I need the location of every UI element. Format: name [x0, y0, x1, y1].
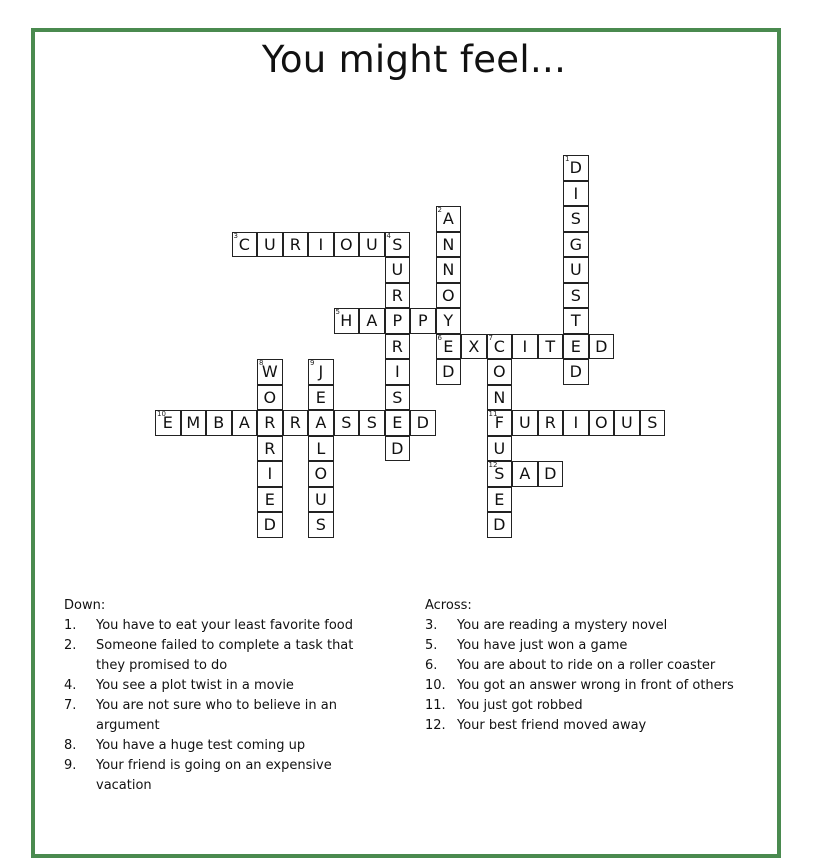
grid-cell[interactable] [487, 487, 513, 513]
clue-text: You have to eat your least favorite food [96, 618, 353, 633]
grid-cell[interactable] [359, 308, 385, 334]
cell-letter: E [570, 336, 581, 356]
cell-letter: I [318, 234, 324, 254]
down-clue [64, 616, 364, 636]
grid-cell[interactable] [385, 257, 411, 283]
cell-letter: S [366, 413, 377, 432]
cell-number: 1 [565, 155, 570, 163]
down-clue [64, 676, 364, 696]
grid-cell[interactable] [385, 283, 411, 309]
across-clue [425, 716, 765, 736]
cell-number: 6 [437, 333, 442, 342]
cell-letter: I [573, 183, 579, 203]
clue-text: You got an answer wrong in front of others [457, 678, 734, 693]
grid-cell[interactable] [308, 232, 334, 258]
grid-cell[interactable] [589, 410, 615, 436]
grid-cell[interactable] [538, 334, 564, 360]
clue-text: Your best friend moved away [457, 718, 647, 733]
grid-cell[interactable] [538, 461, 564, 487]
cell-number: 8 [259, 359, 264, 367]
cell-letter: P [392, 311, 403, 330]
cell-letter: U [620, 413, 633, 432]
clue-text: You have a huge test coming up [96, 738, 306, 753]
clue-number: 3. [425, 618, 438, 633]
grid-cell[interactable] [563, 181, 589, 207]
grid-cell[interactable] [257, 359, 283, 385]
cell-letter: H [340, 311, 353, 330]
grid-cell[interactable] [308, 487, 334, 513]
grid-cell[interactable] [257, 461, 283, 487]
cell-number: 7 [488, 333, 493, 342]
down-clues [64, 596, 364, 796]
grid-cell[interactable] [257, 487, 283, 513]
grid-cell[interactable] [385, 410, 411, 436]
grid-cell[interactable] [232, 410, 258, 436]
grid-cell[interactable] [436, 257, 462, 283]
clue-number: 4. [64, 678, 77, 693]
across-clue [425, 656, 765, 676]
cell-letter: R [391, 285, 403, 305]
cell-letter: B [213, 413, 225, 432]
cell-letter: L [316, 438, 326, 458]
grid-cell[interactable] [308, 359, 334, 385]
grid-cell[interactable] [512, 334, 538, 360]
cell-letter: A [238, 413, 250, 432]
grid-cell[interactable] [436, 206, 462, 232]
cell-letter: Y [443, 311, 454, 330]
cell-letter: I [394, 362, 400, 381]
grid-cell[interactable] [232, 232, 258, 258]
cell-letter: I [267, 464, 273, 483]
clue-number: 1. [64, 618, 77, 633]
cell-letter: S [315, 515, 326, 534]
across-clues [425, 596, 765, 736]
cell-letter: D [263, 515, 276, 534]
cell-letter: D [493, 515, 506, 534]
grid-cell[interactable] [487, 334, 513, 360]
grid-cell[interactable] [487, 410, 513, 436]
grid-cell[interactable] [257, 385, 283, 411]
cell-letter: E [315, 387, 326, 407]
grid-cell[interactable] [385, 334, 411, 360]
cell-letter: D [569, 158, 582, 177]
clue-text: Your friend is going on an expensive vacation [96, 758, 332, 793]
grid-cell[interactable] [206, 410, 232, 436]
cell-letter: U [391, 260, 404, 279]
cell-letter: U [365, 234, 378, 254]
grid-cell[interactable] [257, 232, 283, 258]
cell-number: 2 [437, 206, 442, 214]
down-clue [64, 736, 364, 756]
cell-letter: O [493, 362, 506, 381]
cell-letter: O [263, 387, 277, 407]
cell-letter: S [647, 413, 658, 432]
cell-letter: D [544, 464, 557, 483]
grid-cell[interactable] [257, 410, 283, 436]
cell-letter: D [416, 413, 429, 432]
grid-cell[interactable] [563, 359, 589, 385]
cell-letter: T [570, 311, 581, 330]
cell-letter: A [519, 464, 531, 483]
cell-letter: A [315, 413, 327, 432]
grid-cell[interactable] [589, 334, 615, 360]
grid-cell[interactable] [181, 410, 207, 436]
grid-cell[interactable] [487, 385, 513, 411]
cell-letter: A [366, 311, 378, 330]
grid-cell[interactable] [487, 436, 513, 462]
cell-letter: I [573, 413, 579, 432]
clue-number: 11. [425, 698, 446, 713]
across-clue [425, 636, 765, 656]
grid-cell[interactable] [308, 410, 334, 436]
cell-letter: G [569, 234, 582, 254]
grid-cell[interactable] [257, 436, 283, 462]
clue-number: 6. [425, 658, 438, 673]
cell-number: 5 [335, 308, 340, 316]
cell-letter: J [318, 362, 324, 381]
grid-cell[interactable] [359, 410, 385, 436]
cell-letter: C [493, 336, 505, 356]
cell-letter: E [162, 413, 173, 432]
grid-cell[interactable] [563, 283, 589, 309]
across-clue [425, 616, 765, 636]
down-clue [64, 636, 364, 676]
grid-cell[interactable] [563, 410, 589, 436]
cell-letter: E [443, 336, 454, 356]
grid-cell[interactable] [461, 334, 487, 360]
cell-letter: T [545, 336, 556, 356]
cell-letter: N [442, 260, 455, 279]
grid-cell[interactable] [334, 308, 360, 334]
cell-letter: N [442, 234, 455, 254]
grid-cell[interactable] [487, 359, 513, 385]
grid-cell[interactable] [257, 512, 283, 538]
cell-number: 12 [488, 461, 498, 469]
cell-letter: U [263, 234, 276, 254]
clue-number: 9. [64, 758, 77, 773]
cell-letter: R [264, 438, 276, 458]
cell-number: 11 [488, 410, 498, 418]
clue-text: You are about to ride on a roller coaster [457, 658, 716, 673]
cell-letter: D [569, 362, 582, 381]
cell-letter: I [522, 336, 528, 356]
clue-number: 12. [425, 718, 446, 733]
grid-cell[interactable] [563, 206, 589, 232]
across-clue [425, 696, 765, 716]
cell-letter: O [340, 234, 353, 254]
cell-letter: N [493, 387, 506, 407]
grid-cell[interactable] [563, 155, 589, 181]
clue-text: You are not sure who to believe in an argument [96, 698, 337, 733]
cell-letter: E [264, 489, 275, 509]
grid-cell[interactable] [512, 410, 538, 436]
cell-letter: D [595, 336, 608, 356]
grid-cell[interactable] [563, 257, 589, 283]
grid-cell[interactable] [385, 385, 411, 411]
grid-cell[interactable] [385, 359, 411, 385]
clue-text: You have just won a game [457, 638, 628, 653]
cell-letter: C [238, 234, 250, 254]
cell-letter: R [289, 234, 301, 254]
cell-letter: D [391, 438, 404, 458]
clue-number: 5. [425, 638, 438, 653]
cell-letter: S [570, 285, 581, 305]
clue-text: You just got robbed [457, 698, 583, 713]
clue-number: 2. [64, 638, 77, 653]
cell-number: 10 [157, 410, 166, 418]
cell-letter: E [392, 413, 403, 432]
cell-letter: U [569, 260, 582, 279]
grid-cell[interactable] [385, 308, 411, 334]
cell-letter: S [392, 234, 403, 254]
grid-cell[interactable] [487, 461, 513, 487]
clue-number: 8. [64, 738, 77, 753]
cell-letter: R [391, 336, 403, 356]
cell-letter: R [544, 413, 556, 432]
grid-cell[interactable] [487, 512, 513, 538]
grid-cell[interactable] [563, 232, 589, 258]
cell-letter: O [314, 464, 328, 483]
clue-text: Someone failed to complete a task that they promised to do [96, 638, 354, 673]
grid-cell[interactable] [334, 410, 360, 436]
clue-number: 7. [64, 698, 77, 713]
grid-cell[interactable] [436, 359, 462, 385]
grid-cell[interactable] [155, 410, 181, 436]
grid-cell[interactable] [385, 232, 411, 258]
grid-cell[interactable] [538, 410, 564, 436]
cell-letter: U [518, 413, 531, 432]
cell-letter: P [417, 311, 428, 330]
grid-cell[interactable] [359, 232, 385, 258]
grid-cell[interactable] [283, 410, 309, 436]
clue-text: You are reading a mystery novel [457, 618, 668, 633]
cell-letter: S [341, 413, 352, 432]
across-heading: Across: [425, 598, 472, 613]
down-clue [64, 696, 364, 736]
cell-letter: M [186, 413, 201, 432]
cell-letter: F [494, 413, 504, 432]
cell-letter: U [493, 438, 506, 458]
grid-cell[interactable] [436, 283, 462, 309]
cell-letter: O [442, 285, 455, 305]
grid-cell[interactable] [308, 436, 334, 462]
cell-letter: S [494, 464, 505, 483]
clue-number: 10. [425, 678, 446, 693]
grid-cell[interactable] [308, 512, 334, 538]
cell-letter: E [494, 489, 505, 509]
cell-number: 3 [233, 231, 238, 240]
grid-cell[interactable] [563, 308, 589, 334]
cell-letter: U [314, 489, 327, 509]
grid-cell[interactable] [385, 436, 411, 462]
cell-number: 4 [386, 231, 391, 240]
grid-cell[interactable] [436, 232, 462, 258]
clue-text: You see a plot twist in a movie [96, 678, 294, 693]
grid-cell[interactable] [410, 308, 436, 334]
cell-letter: A [442, 209, 454, 228]
cell-letter: W [261, 362, 278, 381]
cell-letter: R [264, 413, 276, 432]
cell-letter: R [289, 413, 301, 432]
grid-cell[interactable] [614, 410, 640, 436]
grid-cell[interactable] [334, 232, 360, 258]
down-clue [64, 756, 364, 796]
grid-cell[interactable] [563, 334, 589, 360]
grid-cell[interactable] [410, 410, 436, 436]
cell-letter: O [595, 413, 608, 432]
cell-letter: X [468, 336, 480, 356]
grid-cell[interactable] [308, 385, 334, 411]
grid-cell[interactable] [436, 308, 462, 334]
across-clue [425, 676, 765, 696]
grid-cell[interactable] [436, 334, 462, 360]
down-heading: Down: [64, 598, 106, 613]
grid-cell[interactable] [283, 232, 309, 258]
grid-cell[interactable] [640, 410, 666, 436]
cell-letter: D [442, 362, 455, 381]
grid-cell[interactable] [308, 461, 334, 487]
cell-letter: S [392, 387, 403, 407]
cell-letter: S [570, 209, 581, 228]
cell-number: 9 [310, 359, 315, 367]
grid-cell[interactable] [512, 461, 538, 487]
page-title: You might feel... [261, 38, 567, 81]
